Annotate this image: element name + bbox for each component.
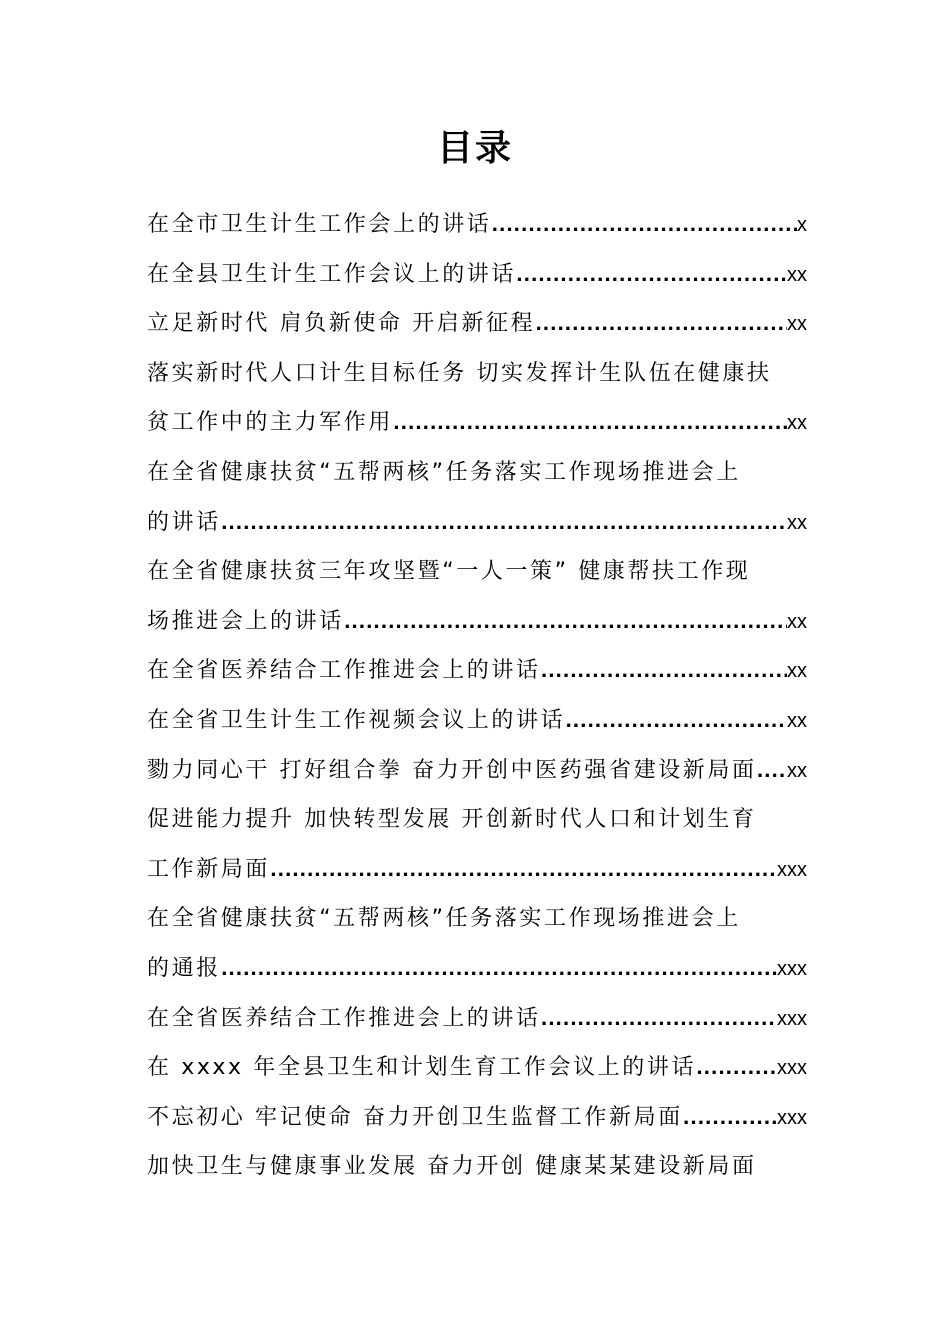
toc-entry xyxy=(147,349,807,448)
toc-page-number: xxx xyxy=(777,1057,807,1080)
toc-line xyxy=(147,498,807,548)
dot-leader xyxy=(541,647,787,696)
toc-page-number: xx xyxy=(787,263,807,286)
toc-entry xyxy=(147,299,807,349)
dot-leader xyxy=(696,1044,777,1093)
toc-line xyxy=(147,746,807,796)
table-of-contents xyxy=(147,200,807,1192)
toc-line xyxy=(147,646,807,696)
toc-entry-title: 场推进会上的讲话 xyxy=(147,608,344,634)
toc-entry-title: 的讲话 xyxy=(147,509,221,535)
toc-line: 在全省健康扶贫“五帮两核”任务落实工作现场推进会上 xyxy=(147,459,741,485)
toc-line xyxy=(147,845,807,895)
toc-page-number: xx xyxy=(787,511,807,534)
toc-line xyxy=(147,398,807,448)
toc-entry-title: 勠力同心干 打好组合拳 奋力开创中医药强省建设新局面 xyxy=(147,757,757,783)
toc-line xyxy=(147,944,807,994)
toc-page-number: xx xyxy=(787,759,807,782)
dot-leader xyxy=(393,399,787,448)
dot-leader xyxy=(565,697,787,746)
dot-leader xyxy=(221,499,787,548)
toc-entry xyxy=(147,894,807,993)
toc-line: 促进能力提升 加快转型发展 开创新时代人口和计划生育 xyxy=(147,807,757,833)
toc-entry xyxy=(147,448,807,547)
dot-leader xyxy=(683,1094,777,1143)
toc-entry-title: 贫工作中的主力军作用 xyxy=(147,410,394,436)
toc-entry xyxy=(147,250,807,300)
toc-line xyxy=(147,1043,807,1093)
toc-page-number: xx xyxy=(787,412,807,435)
toc-line xyxy=(147,299,807,349)
toc-entry-title: 在全省卫生计生工作视频会议上的讲话 xyxy=(147,707,566,733)
dot-leader xyxy=(491,201,797,250)
toc-entry-title: 在全市卫生计生工作会上的讲话 xyxy=(147,212,492,237)
toc-line: 落实新时代人口计生目标任务 切实发挥计生队伍在健康扶 xyxy=(147,360,772,386)
dot-leader xyxy=(270,846,777,895)
dot-leader xyxy=(541,995,777,1044)
toc-entry xyxy=(147,200,807,250)
toc-entry-title: 的通报 xyxy=(147,955,221,981)
toc-entry-title: 不忘初心 牢记使命 奋力开创卫生监督工作新局面 xyxy=(147,1104,683,1130)
toc-line xyxy=(147,994,807,1044)
toc-page-number: xxx xyxy=(777,1007,807,1030)
toc-entry xyxy=(147,646,807,696)
dot-leader xyxy=(221,945,777,994)
toc-page-number: xxx xyxy=(777,858,807,881)
toc-entry xyxy=(147,1093,807,1143)
toc-entry xyxy=(147,994,807,1044)
toc-page-number: xx xyxy=(787,660,807,683)
dot-leader xyxy=(344,598,787,647)
toc-page-number: xx xyxy=(787,610,807,633)
toc-entry xyxy=(147,547,807,646)
toc-entry xyxy=(147,795,807,894)
toc-entry-title: 在全县卫生计生工作会议上的讲话 xyxy=(147,261,517,287)
toc-line xyxy=(147,200,807,250)
toc-line: 加快卫生与健康事业发展 奋力开创 健康某某建设新局面 xyxy=(147,1154,757,1180)
toc-line xyxy=(147,696,807,746)
toc-line: 在全省健康扶贫三年攻坚暨“一人一策” 健康帮扶工作现 xyxy=(147,559,751,585)
toc-line xyxy=(147,250,807,300)
toc-line: 在全省健康扶贫“五帮两核”任务落实工作现场推进会上 xyxy=(147,906,741,932)
dot-leader xyxy=(535,300,787,349)
toc-page-number: xx xyxy=(787,313,807,336)
toc-page-number: xx xyxy=(787,709,807,732)
toc-page-number: x xyxy=(797,214,807,236)
page-title: 目录 xyxy=(436,127,513,169)
toc-page-number: xxx xyxy=(777,957,807,980)
toc-entry-title: 立足新时代 肩负新使命 开启新征程 xyxy=(147,311,536,337)
toc-entry xyxy=(147,696,807,746)
toc-entry-title: 工作新局面 xyxy=(147,856,271,882)
toc-page-number: xxx xyxy=(777,1106,807,1129)
toc-entry-title: 在全省医养结合工作推进会上的讲话 xyxy=(147,1005,541,1031)
toc-line xyxy=(147,1093,807,1143)
toc-entry-title: 在全省医养结合工作推进会上的讲话 xyxy=(147,658,541,684)
dot-leader xyxy=(516,251,787,300)
dot-leader xyxy=(757,747,787,796)
toc-entry xyxy=(147,1142,807,1192)
toc-line xyxy=(147,597,807,647)
toc-entry xyxy=(147,1043,807,1093)
toc-entry-title: 在 xxxx 年全县卫生和计划生育工作会议上的讲话 xyxy=(147,1055,697,1081)
toc-entry xyxy=(147,746,807,796)
